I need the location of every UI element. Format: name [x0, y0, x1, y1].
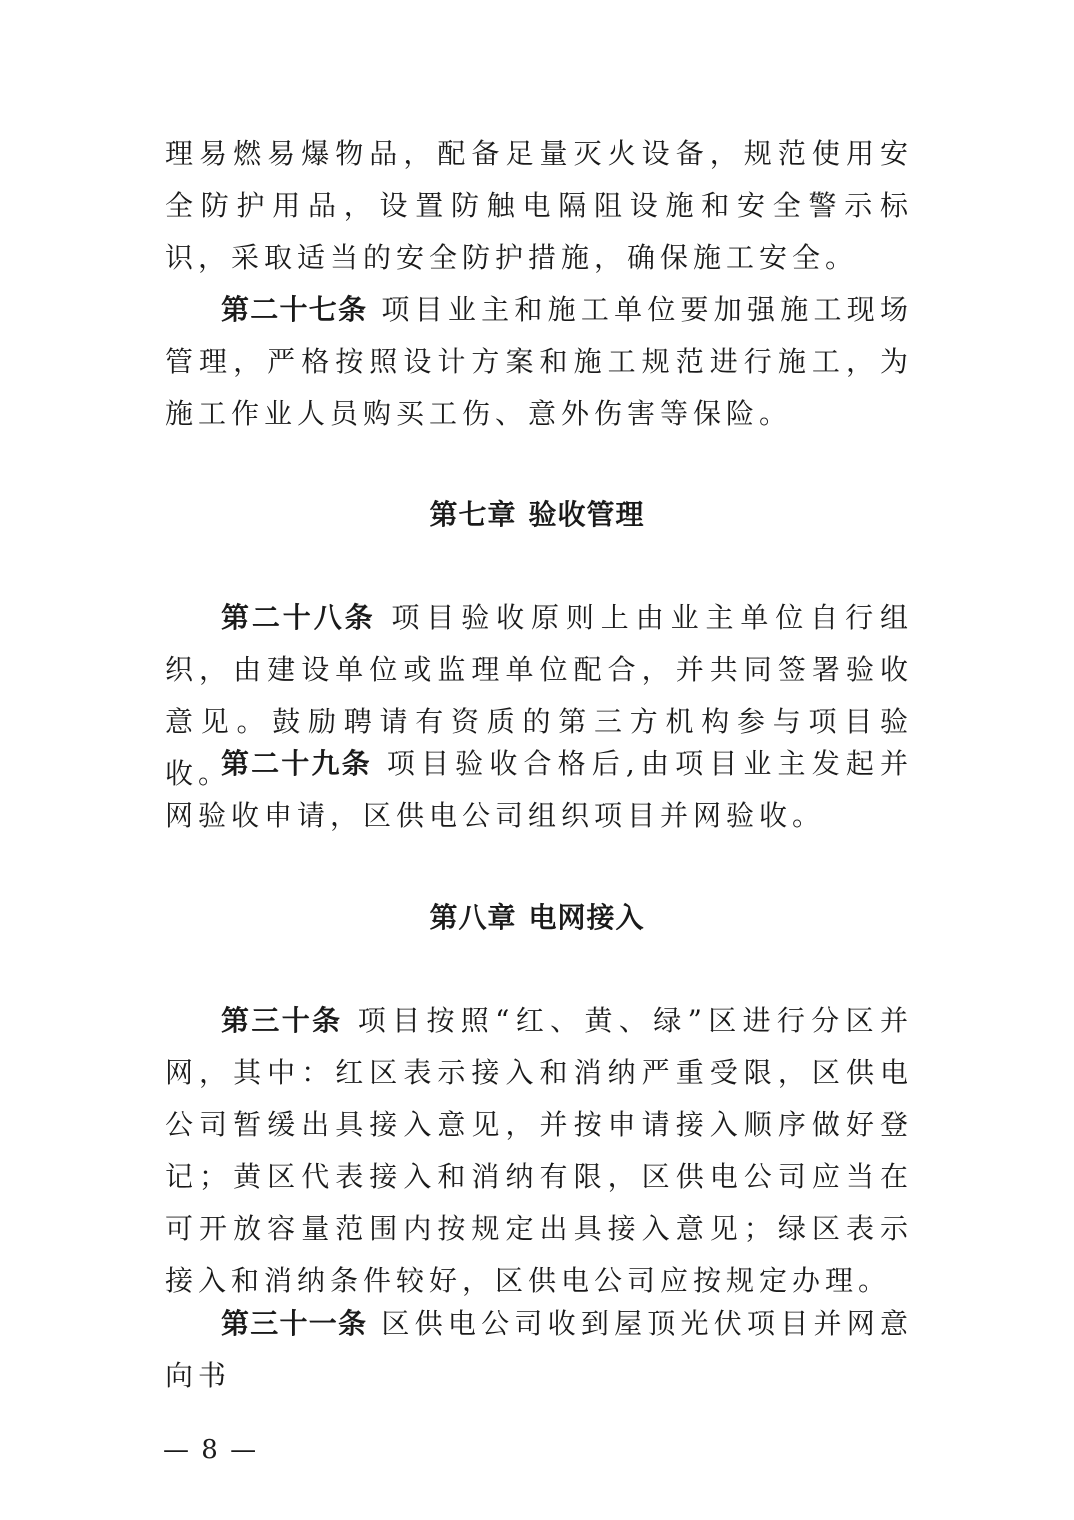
article-28-text: 项目验收原则上由业主单位自行组织，由建设单位或监理单位配合，并共同签署验收意见。鼓励聘请有资质的第三方机构参与项目验收。 [165, 601, 913, 790]
page-number: — 8 — [163, 1435, 259, 1465]
article-31-label: 第三十一条 [221, 1307, 368, 1340]
article-31 [165, 1298, 913, 1402]
article-27-text: 项目业主和施工单位要加强施工现场管理，严格按照设计方案和施工规范进行施工，为施工作业人员购买工伤、意外伤害等保险。 [165, 293, 913, 430]
chapter-8-heading [0, 898, 1074, 938]
continued-paragraph-text: 理易燃易爆物品，配备足量灭火设备，规范使用安全防护用品，设置防触电隔阻设施和安全警示标识，采取适当的安全防护措施，确保施工安全。 [165, 137, 913, 274]
continued-paragraph [165, 128, 913, 284]
article-29-label: 第二十九条 [221, 747, 372, 780]
article-30 [165, 995, 913, 1307]
article-27-label: 第二十七条 [221, 293, 368, 326]
chapter-8-number: 第八章 [429, 901, 517, 934]
article-30-text: 项目按照“红、黄、绿”区进行分区并网，其中：红区表示接入和消纳严重受限，区供电公司暂缓出具接入意见，并按申请接入顺序做好登记；黄区代表接入和消纳有限，区供电公司应当在可开放容量范围内按规定出具接入意见；绿区表示接入和消纳条件较好，区供电公司应按规定办理。 [165, 1004, 913, 1297]
chapter-7-number: 第七章 [429, 498, 517, 531]
article-31-text: 区供电公司收到屋顶光伏项目并网意向书 [165, 1307, 913, 1392]
article-29 [165, 738, 913, 842]
chapter-7-title: 验收管理 [528, 498, 645, 531]
chapter-8-title: 电网接入 [528, 901, 645, 934]
article-29-text: 项目验收合格后,由项目业主发起并网验收申请，区供电公司组织项目并网验收。 [165, 747, 913, 832]
article-28-label: 第二十八条 [221, 601, 376, 634]
chapter-7-heading [0, 495, 1074, 535]
article-27 [165, 284, 913, 440]
article-30-label: 第三十条 [221, 1004, 343, 1037]
